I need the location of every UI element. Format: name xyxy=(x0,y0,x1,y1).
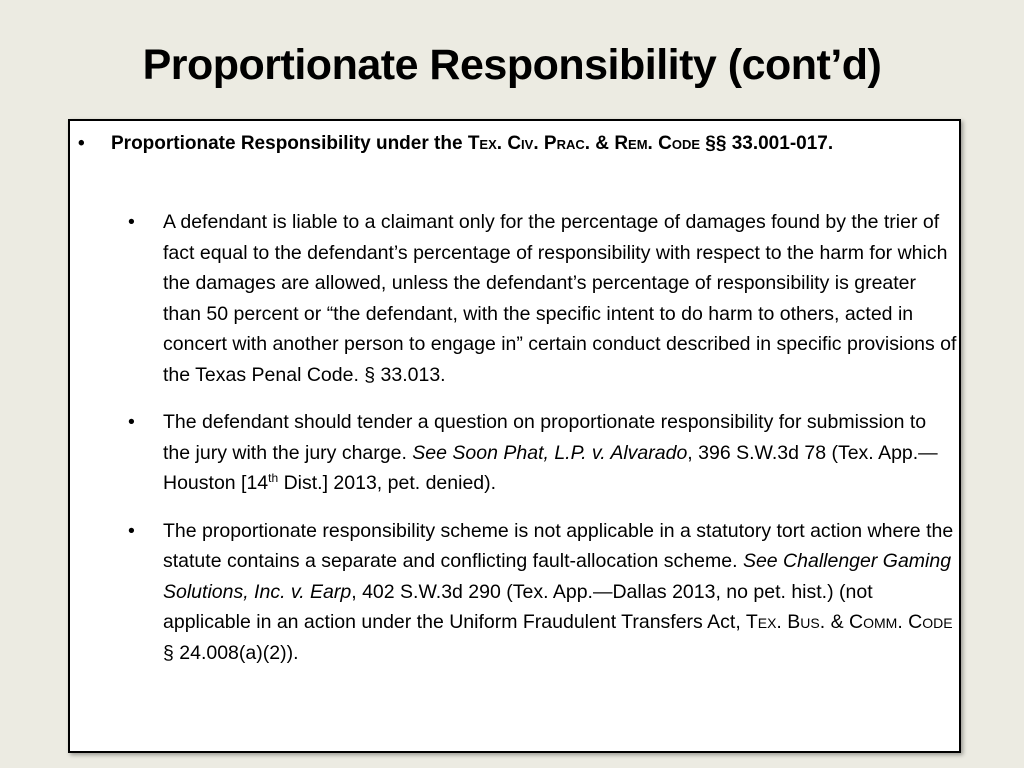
case-citation: See Challenger Gaming Solutions, Inc. v. Earp xyxy=(163,550,952,603)
case-citation: See Soon Phat, L.P. v. Alvarado xyxy=(412,441,688,464)
sub-bullet-item xyxy=(128,516,958,669)
sub-bullet-text: A defendant is liable to a claimant only for the percentage of damages found by the trier of fact equal to the defendant’s percentage of responsibility with respect to the harm for which the damages are allowed, unless the defendant’s percentage of responsibility is greater than 50 percent or “the defendant, with the specific intent to do harm to others, acted in concert with another person to engage in” certain conduct described in specific provisions of the Texas Penal Code. § 33.013. xyxy=(163,211,957,386)
content-box xyxy=(68,119,961,753)
bullet-glyph: • xyxy=(128,411,135,433)
sub-bullet-text: The defendant should tender a question on proportionate responsibility for submission to the jury with the jury charge. See Soon Phat, L.P. v. Alvarado, 396 S.W.3d 78 (Tex. App.—Houston [14th Dist.] 2013, pet. denied). xyxy=(163,411,938,494)
sub-bullet-item xyxy=(128,407,958,499)
main-bullet-text: Proportionate Responsibility under the Tex. Civ. Prac. & Rem. Code §§ 33.001-017. xyxy=(111,133,834,154)
bullet-glyph: • xyxy=(78,133,85,154)
sub-bullet-item xyxy=(128,207,958,390)
main-bullet-item xyxy=(78,129,936,159)
sub-bullet-list xyxy=(128,207,958,685)
bullet-glyph: • xyxy=(128,519,135,542)
bullet-glyph: • xyxy=(128,211,135,233)
sub-bullet-text: The proportionate responsibility scheme is not applicable in a statutory tort action where the statute contains a separate and conflicting fault-allocation scheme. See Challenger Gaming Solutions, Inc. v. Earp, 402 S.W.3d 290 (Tex. App.—Dallas 2013, no pet. hist.) (not applicable in an action under the Uniform Fraudulent Transfers Act, Tex. Bus. & Comm. Code § 24.008(a)(2)). xyxy=(163,519,954,664)
slide-title: Proportionate Responsibility (cont’d) xyxy=(142,41,882,89)
